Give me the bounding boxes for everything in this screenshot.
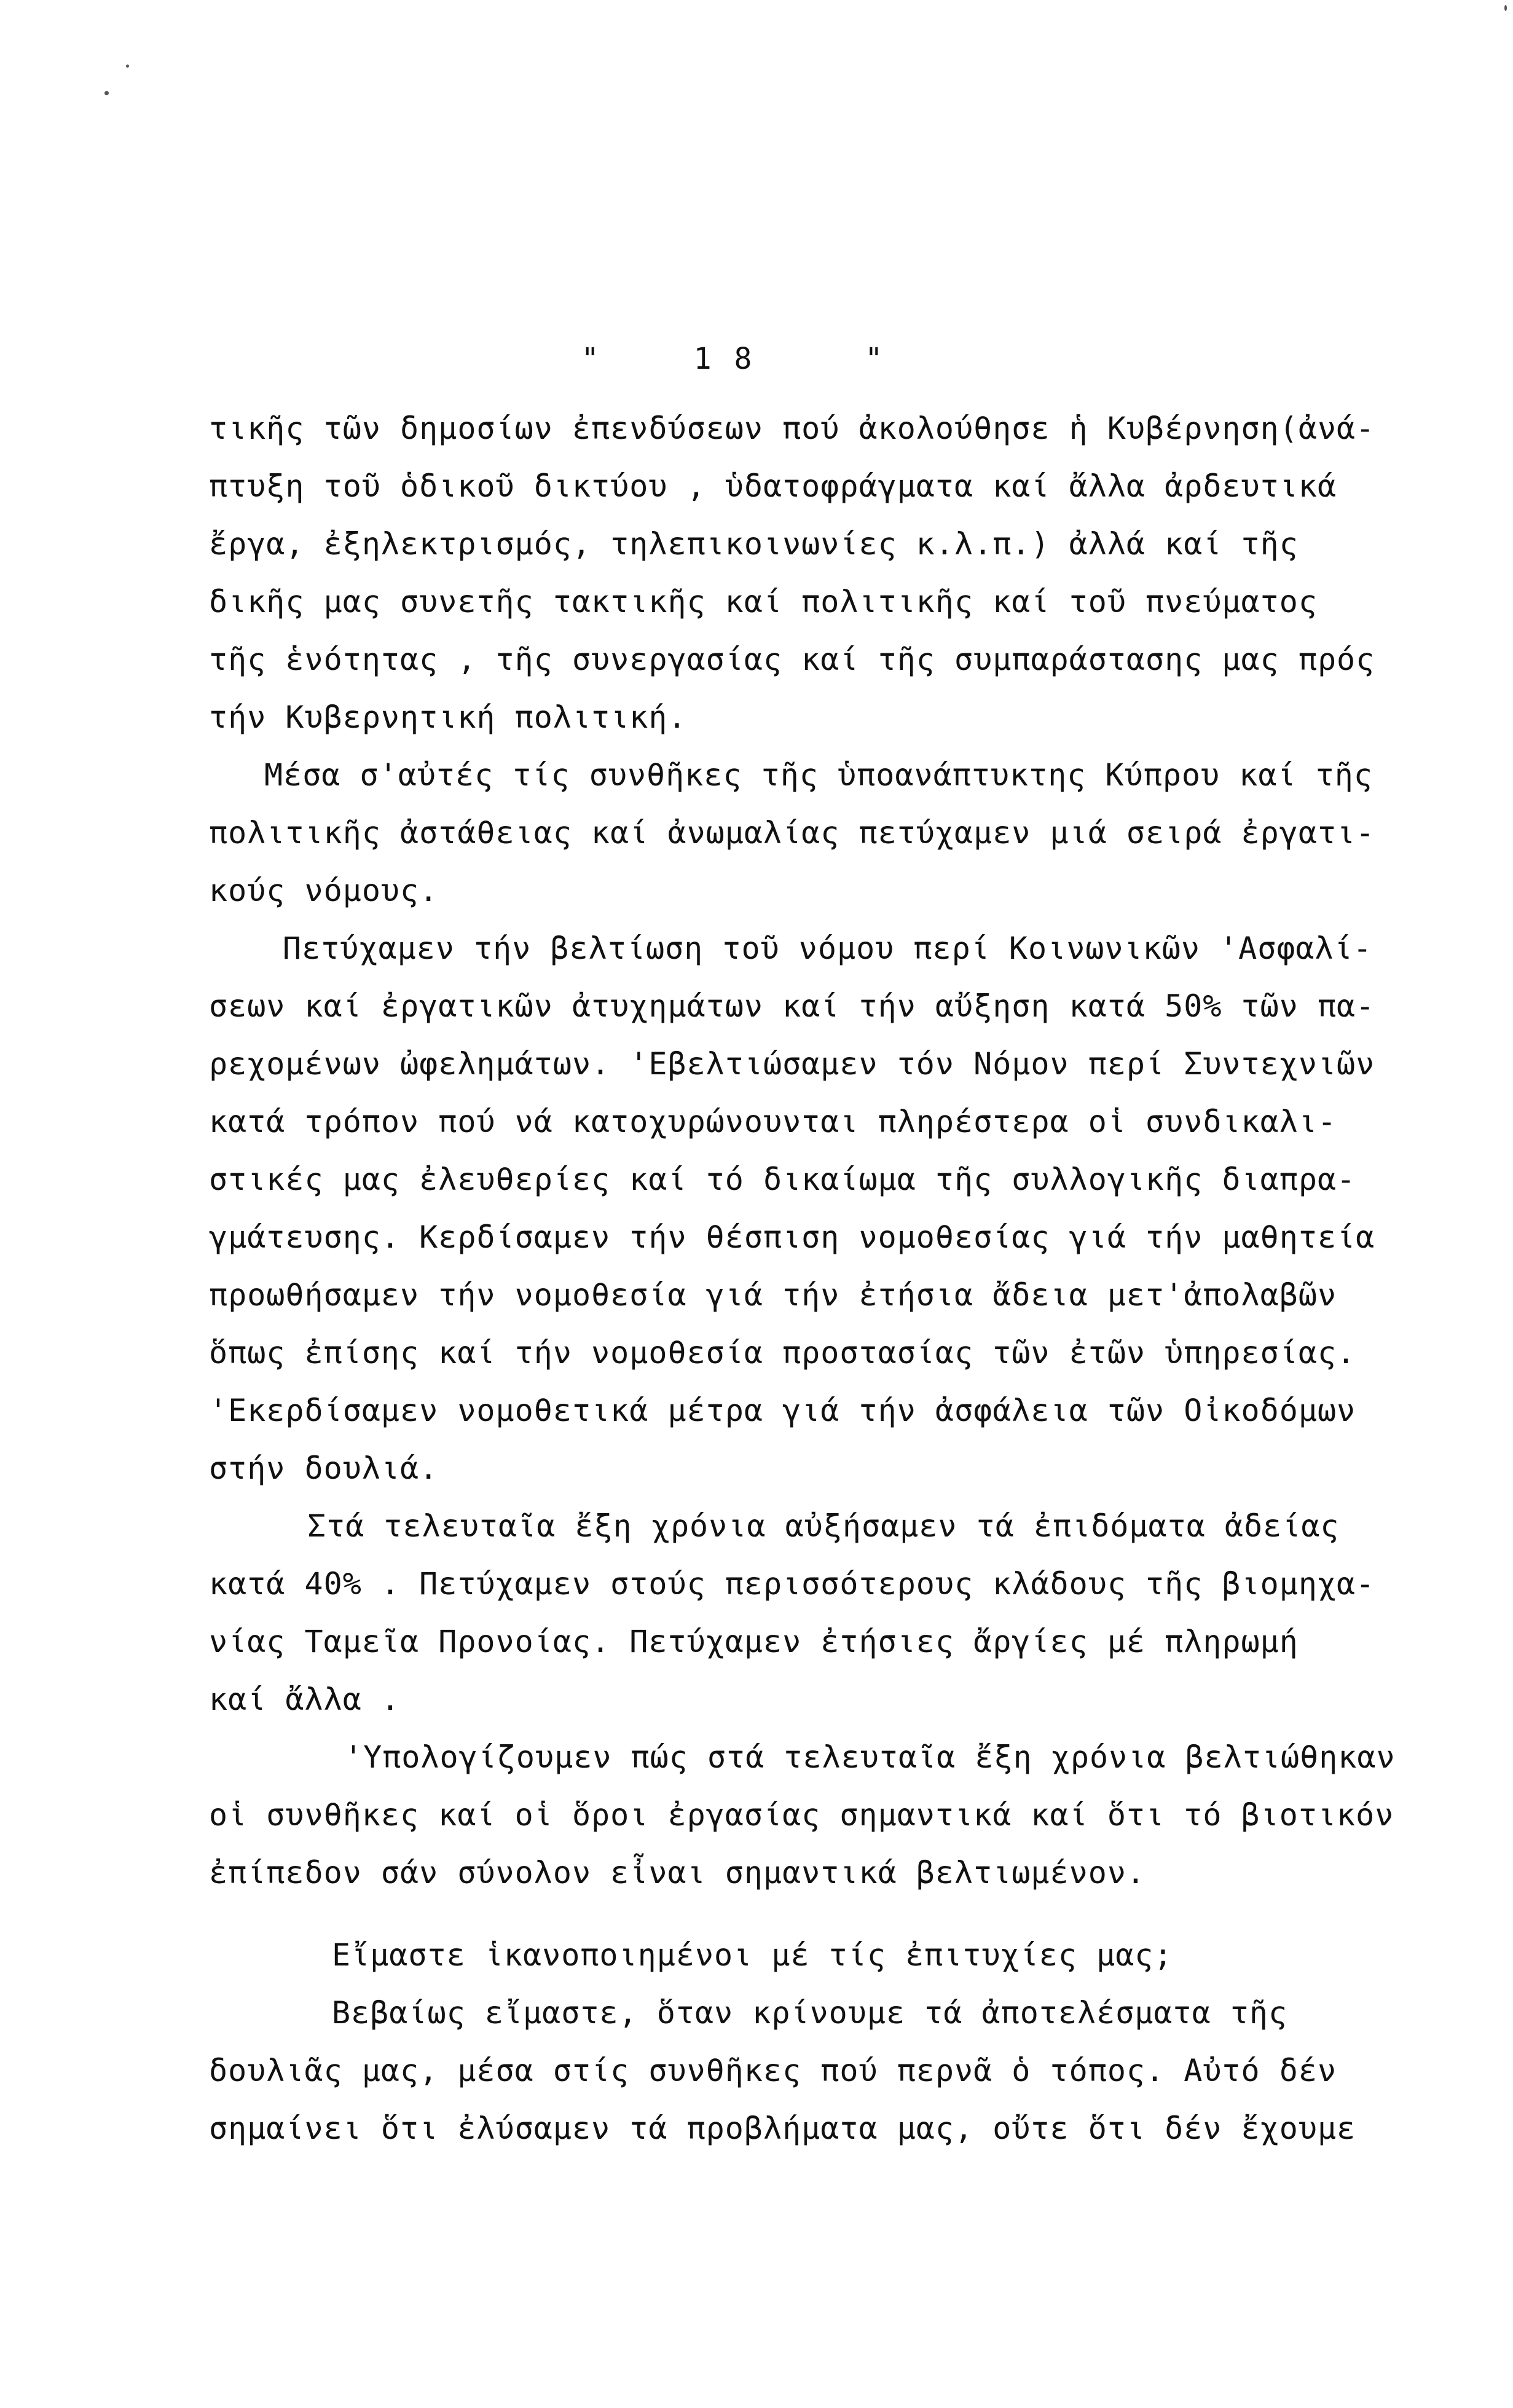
text-line: τήν Κυβερνητική πολιτική. [209,699,687,735]
text-line: κατά τρόπον πού νά κατοχυρώνουνται πληρέστερα οἱ συνδικαλι- [209,1104,1337,1139]
text-line: Πετύχαμεν τήν βελτίωση τοῦ νόμου περί Κοινωνικῶν 'Ασφαλί- [283,931,1372,966]
text-line: οἱ συνθῆκες καί οἱ ὅροι ἐργασίας σημαντικά καί ὅτι τό βιοτικόν [209,1797,1394,1833]
text-line: ρεχομένων ὠφελημάτων. 'Εβελτιώσαμεν τόν Νόμον περί Συντεχνιῶν [209,1046,1375,1082]
text-line: σημαίνει ὅτι ἐλύσαμεν τά προβλήματα μας, οὔτε ὅτι δέν ἔχουμε [209,2111,1356,2146]
text-line: τικῆς τῶν δημοσίων ἐπενδύσεων πού ἀκολούθησε ἡ Κυβέρνηση(ἀνά- [209,411,1375,446]
header-quote-close: " [865,342,886,376]
text-line: νίας Ταμεῖα Προνοίας. Πετύχαμεν ἐτήσιες ἄργίες μέ πληρωμή [209,1624,1299,1659]
text-line: κατά 40% . Πετύχαμεν στούς περισσότερους κλάδους τῆς βιομηχα- [209,1566,1375,1602]
text-line: Εἴμαστε ἱκανοποιημένοι μέ τίς ἐπιτυχίες μας; [332,1937,1173,1973]
text-line: ἔργα, ἐξηλεκτρισμός, τηλεπικοινωνίες κ.λ.π.) ἀλλά καί τῆς [209,526,1299,562]
margin-speck [104,91,109,95]
text-line: πτυξη τοῦ ὁδικοῦ δικτύου , ὑδατοφράγματα καί ἄλλα ἀρδευτικά [209,468,1337,504]
text-line: προωθήσαμεν τήν νομοθεσία γιά τήν ἐτήσια ἄδεια μετ'ἀπολαβῶν [209,1277,1337,1313]
text-line: Βεβαίως εἴμαστε, ὅταν κρίνουμε τά ἀποτελέσματα τῆς [332,1995,1288,2031]
margin-speck [126,65,129,68]
text-line: γμάτευσης. Κερδίσαμεν τήν θέσπιση νομοθεσίας γιά τήν μαθητεία [209,1219,1375,1255]
text-line: ἐπίπεδον σάν σύνολον εἶναι σημαντικά βελτιωμένον. [209,1855,1146,1891]
text-line: σεων καί ἐργατικῶν ἀτυχημάτων καί τήν αὔξηση κατά 50% τῶν πα- [209,988,1375,1024]
text-line: τῆς ἑνότητας , τῆς συνεργασίας καί τῆς συμπαράστασης μας πρός [209,642,1375,677]
margin-speck [1504,5,1507,11]
text-line: Μέσα σ'αὐτές τίς συνθῆκες τῆς ὑποανάπτυκτης Κύπρου καί τῆς [264,757,1373,793]
text-line: ὅπως ἐπίσης καί τήν νομοθεσία προστασίας τῶν ἐτῶν ὑπηρεσίας. [209,1335,1356,1371]
page-number: 1 8 [693,342,755,376]
text-line: στήν δουλιά. [209,1450,439,1486]
text-line: δουλιᾶς μας, μέσα στίς συνθῆκες πού περνᾶ ὁ τόπος. Αὐτό δέν [209,2053,1337,2088]
page-header [541,307,885,376]
document-text [209,399,1401,2157]
header-quote-open: " [581,342,602,376]
paragraph-gap [209,1902,1401,1926]
text-line: πολιτικῆς ἀστάθειας καί ἀνωμαλίας πετύχαμεν μιά σειρά ἐργατι- [209,815,1375,851]
text-line: 'Υπολογίζουμεν πώς στά τελευταῖα ἔξη χρόνια βελτιώθηκαν [344,1739,1396,1775]
text-line: 'Εκερδίσαμεν νομοθετικά μέτρα γιά τήν ἀσφάλεια τῶν Οἰκοδόμων [209,1393,1356,1428]
text-line: δικῆς μας συνετῆς τακτικῆς καί πολιτικῆς καί τοῦ πνεύματος [209,584,1318,620]
text-line: καί ἄλλα . [209,1682,401,1717]
text-line: κούς νόμους. [209,873,439,908]
text-line: Στά τελευταῖα ἔξη χρόνια αὐξήσαμεν τά ἐπιδόματα ἀδείας [307,1508,1340,1544]
text-line: στικές μας ἐλευθερίες καί τό δικαίωμα τῆς συλλογικῆς διαπρα- [209,1162,1356,1197]
